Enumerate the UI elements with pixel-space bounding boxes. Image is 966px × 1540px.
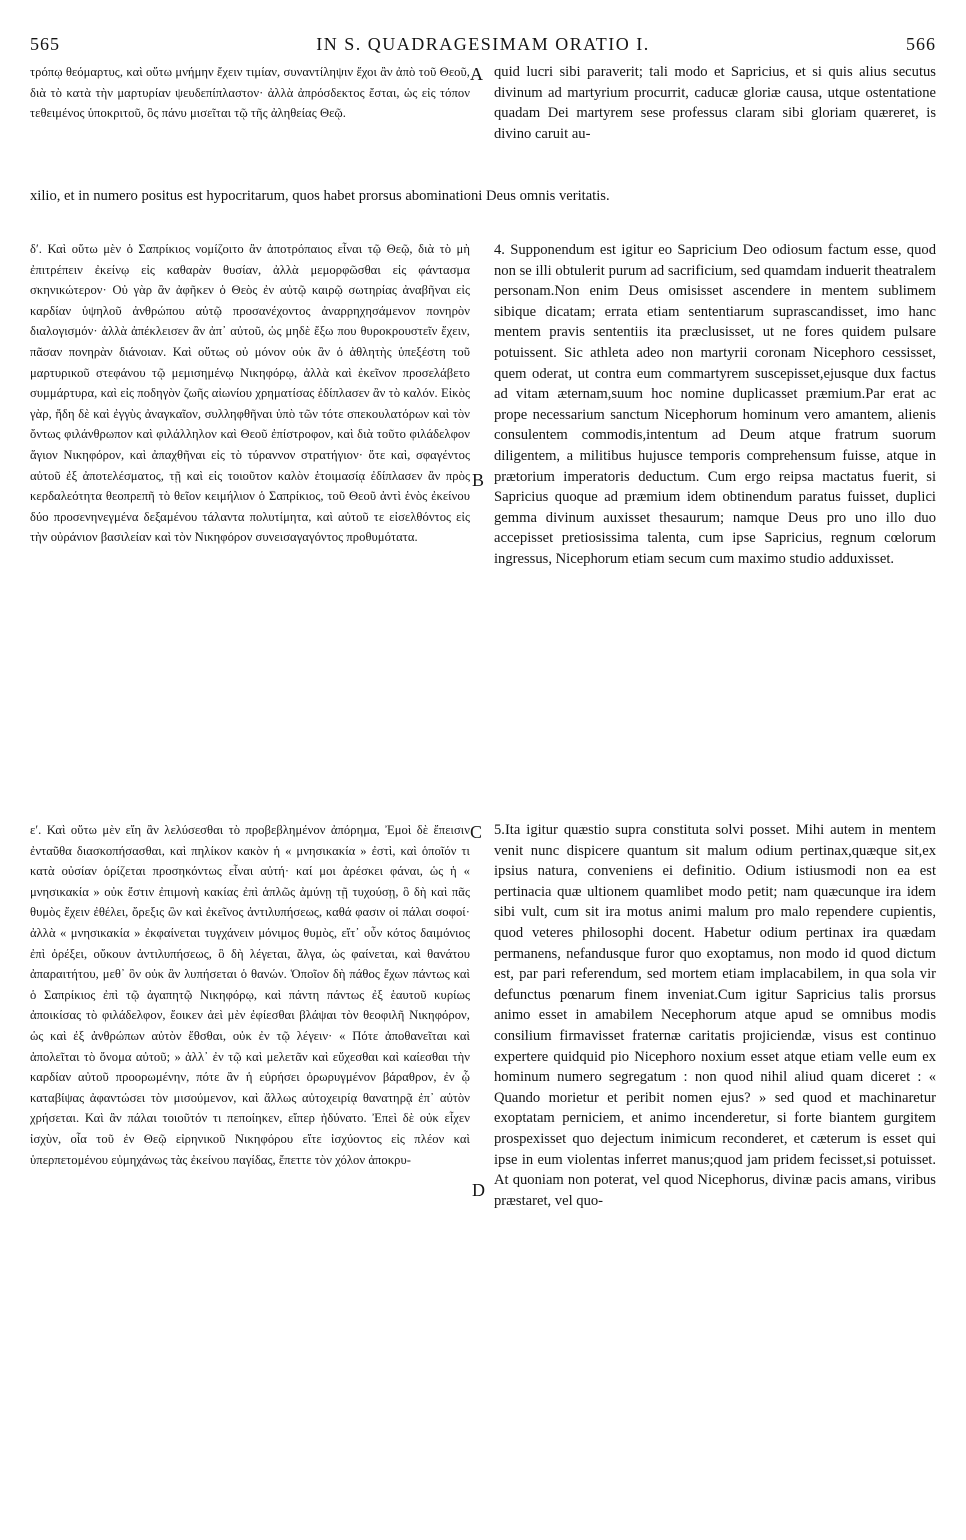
greek-column-section-5: εʹ. Καὶ οὕτω μὲν εἴη ἂν λελύσεσθαι τὸ προβεβλημένον ἀπόρημα, Ἐμοὶ δὲ ἔπεισιν ἐνταῦθα διασκοπήσασθαι, καὶ πηλίκον κακὸν ἡ « μνησικακία » ἐστὶ, καὶ ὁποῖόν τι κατὰ οὐσίαν ὁρίζεται προσηκόντως εἶναι αὐτή· καί μοι ἀρέσκει φάναι, ὡς ἡ « μνησικακία » οὐκ ἔστιν ἐπιμονὴ κακίας ἐπὶ ἁπλῶς ἀμύνῃ τῇ τυχούσῃ, ὃ δὴ καὶ πᾶς θυμὸς ἔχειν ἐθέλει, ὄρεξις ὢν καὶ ἐκεῖνος ἀντιλυπήσεως, καθά φασιν οἱ πάλαι σοφοί· ἀλλὰ « μνησικακία » ἐκφαίνεται τυγχάνειν μόνιμος θυμὸς, εἴτ᾽ οὖν κότος δαιμόνιος ἐπὶ ὀρέξει, οὔκουν ἀντιλυπήσεως, ὃ δὴ λέγεται, ἄλγα, ὡς φαίνεται, καὶ θανάτου ἀπαραιτήτου, μεθ᾽ ὃν οὐκ ἂν λυπήσεται ὁ θανών. Ὁποῖον δὴ πάθος ἔχων πάντως καὶ ὁ Σαπρίκιος ἐπὶ τῷ ἀγαπητῷ Νικηφόρῳ, καὶ πάντη πάντως ἐξ ἑαυτοῦ κυρίως ἀποικίσας τὸ φιλάδελφον, ἔοικεν ἀεὶ μὲν ἐφίεσθαι βλάψαι τὸν θεοφιλῆ Νικηφόρον, ὡς καὶ ἐξ ἀνθρώπων αὐτὸν ἔθσθαι, οὐκ ἐν τῷ λέγειν· « Πότε ἀποθανεῖται καὶ ἀπολεῖται τὸ ὄνομα αὐτοῦ; » ἀλλ᾽ ἐν τῷ καὶ μελετᾶν καὶ εὔχεσθαι καὶ καίεσθαι τὴν καρδίαν αὐτοῦ προορωμένην, πότε ἂν ἡ εὑρήσει ὀρωρυγμένον βάραθρον, ἐν ᾧ καταβίψας ἀφαντώσει τὸν μισούμενον, καὶ ἄλλως αὐτοχειρίᾳ θανατηρᾷ ἐπ᾽ αὐτὸν χρήσεται. Καὶ ἂν πάλαι τοιοῦτόν τι πεποίηκεν, εἴπερ ἠδύνατο. Ἐπεὶ δὲ οὐκ εἶχεν ἰσχὺν, οἷα τοῦ ἐν Θεῷ εἰρηνικοῦ Νικηφόρου εἴτε ἰσχύοντος εἰς πλέον καὶ ὑπερπετομένου εὐμηχάνως τὰς ἐκείνου παγίδας, ἔπεττε τὸν χόλον ἀποκρυ- <box>30 823 470 1167</box>
margin-marker-c: C <box>470 822 483 842</box>
margin-marker-d: D <box>472 1180 485 1200</box>
page-number-right: 566 <box>906 34 936 54</box>
latin-full-width-continuation: xilio, et in numero positus est hypocritarum, quos habet prorsus abominationi Deus omnis veritatis. <box>30 188 610 204</box>
page-number-left: 565 <box>30 34 60 54</box>
latin-column-section-5: 5.Ita igitur quæstio supra constituta solvi posset. Mihi autem in mentem venit nunc dispicere quantum sit malum odium pertinax,quæque sit,ex ipsius natura, conveniens ei definitio. Odium istiusmodi non ea est pertinacia quæ ultionem quamlibet modo petit; nam quæcunque ira idem sibi vult, cum sit ira motus animi malum pro malo rependere cupientis, quod veteres philosophi docent. Habetur odium pertinax ira quædam permanens, nefandusque furor quo exoptamus, non modo id quod dictum est, par pari referendum, sed mortem etiam implacabilem, in qua sola vir defunctus pœnarum finem inveniat.Cum igitur Sapricius talis prorsus animo esset in amabilem Necephorum atque apud se omnibus modis consilium firmavisset fraternæ caritatis projiciendæ, visus est continuo expertere quidquid pio Nicephoro noxium esset atque etiam velle eum ex hominum numero segregatum : non quod nihil aliud quam diceret : « Quando morietur et peribit nomen ejus? » sed quod et machinaretur exoptatam perniciem, et animo incenderetur, si forte biantem gurgitem prospexisset quo dejectum inimicum reconderet, et cæterum is esset qui ipse in eum violentas inferret manus;quod jam pridem fecisset,si potuisset. At quoniam non poterat, vel quod Nicephorus, divinæ pacis amans, viribus præstaret, vel quo- <box>494 822 936 1209</box>
latin-column-section-4: 4. Supponendum est igitur eo Sapricium Deo odiosum factum esse, quod non se illi obtulerit purum ad sacrificium, sed quamdam induerit theatralem personam.Non enim Deus omisisset ascendere in mentem sublimem sibique dicatam; errata etiam sententiarum suprascandisset, imo hanc mentem pravis sententiis ita præclusisset, ut ne fores quidem pulsare potuissent. Sic athleta adeo non martyrii coronam Nicephoro cessisset, quem oderat, ut contra eum commartyrem suscepisset,ejusque dux factus ad vitam æternam,suum hoc nomine duplicasset præmium.Par erat ac prope necessarium sanctum Nicephorum hominum vero amantem, alienis consulentem commodis,intentum ad Deum atque fratrum suorum diligentem, a militibus hujusce temporis comprehensum fuisse, atque in prætorium imperatoris deductum. Cum ergo reipsa mactatus fuerit, si Sapricius quoque ad præmium idem obtinendum paratus fuisset, duplici gemma divinum auxisset thesaurum; namque Deus pro uno illo duo accepisset pretiosissima talenta, cum ipse Sapricius, regnum cœlorum ingressus, Nicephorum etiam secum cum maximo studio adduxisset. <box>494 242 936 567</box>
margin-marker-b: B <box>472 470 485 490</box>
running-header <box>30 34 936 58</box>
margin-marker-a: A <box>470 64 483 84</box>
latin-column-block-1: quid lucri sibi paraverit; tali modo et Sapricius, et si quis alius secutus divinum ad martyrium procurrit, caducæ gloriæ causa, utque ostentatione quadam Dei martyrem sese professus claram sibi gloriam quæreret, is divino caruit au- <box>494 64 936 142</box>
greek-column-section-4: δʹ. Καὶ οὕτω μὲν ὁ Σαπρίκιος νομίζοιτο ἂν ἀποτρόπαιος εἶναι τῷ Θεῷ, διὰ τὸ μὴ ἐπιτρέπειν ἐκείνῳ εἰς καθαρὰν θυσίαν, ἀλλὰ μεμορφῶσθαι εἰς φάντασμα σκηνικώτερον· Οὐ γὰρ ἂν ἀφῆκεν ὁ Θεὸς ἐν αὐτῷ καιρῷ σωτηρίας ἀναβῆναι εἰς καρδίαν ὑψηλοῦ ἀνθρώπου αὐτῷ προσανέχοντος ἀναρρηχησάμενον πονηρὸν διαλογισμόν· ἀλλὰ ἀπέκλεισεν ἂν ἀπ᾽ αὐτοῦ, ὡς μηδὲ ἔξω που θυροκρουστεῖν ἔχειν, πᾶσαν πονηρὰν διάνοιαν. Καὶ οὕτως οὐ μόνον οὐκ ἂν ὁ ἀθλητὴς ὑπεξέστη τοῦ μαρτυρικοῦ στεφάνου τῷ μεμισημένῳ Νικηφόρῳ, ἀλλὰ καὶ ἐκεῖνον προσελάβετο συμμάρτυρα, καὶ εἰς ποδηγὸν ζωῆς αἰωνίου χρηματίσας ἐδίπλασεν ἂν τὸ καλόν. Εἰκὸς γὰρ, ἤδη δὲ καὶ ἐγγὺς ἀναγκαῖον, συλληφθῆναι ὑπὸ τῶν τότε σπεκουλατόρων καὶ τὸν ὄντως φιλάνθρωπον καὶ φιλάλληλον καὶ Θεοῦ ἐπίστροφον, καὶ διὰ τοῦτο φιλάδελφον ἅγιον Νικηφόρον, καὶ ἀπαχθῆναι εἰς τὸ τύραννον στρατήγιον· ὅτε καὶ, σφαγέντος αὐτοῦ ἐξ ἀποτελέσματος, τῇ καὶ εἰς τοιοῦτον καλὸν ἑτοιμασίᾳ ἐδίπλασεν ἂν πρὸς κερδαλεότητα θεοπρεπῆ τὸ θεῖον κειμήλιον ὁ Σαπρίκιος, τοῦ Θεοῦ ἀντὶ ἑνὸς ἐκείνου δύο προσενηνεγμένα δεξαμένου τάλαντα πολυτίμητα, καὶ αὐτοῦ τε εἰσελθόντος εἰς τὴν οὐράνιον βασιλείαν καὶ τὸν Νικηφόρον συνεισαγαγόντος προθυμότατα. <box>30 242 470 545</box>
running-title: IN S. QUADRAGESIMAM ORATIO I. <box>316 34 650 54</box>
greek-column-block-1: τρόπῳ θεόμαρτυς, καὶ οὕτω μνήμην ἔχειν τιμίαν, συναντίληψιν ἔχοι ἂν ἀπὸ τοῦ Θεοῦ, διὰ τὸ κατὰ τὴν μαρτυρίαν ψευδεπίπλαστον· ἀλλὰ ἀπρόσδεκτος ἔσται, ὡς εἰς τόπον τεθειμένος ὑποκριτοῦ, ὃς πάνυ μισεῖται τῷ τῆς ἀληθείας Θεῷ. <box>30 65 470 121</box>
